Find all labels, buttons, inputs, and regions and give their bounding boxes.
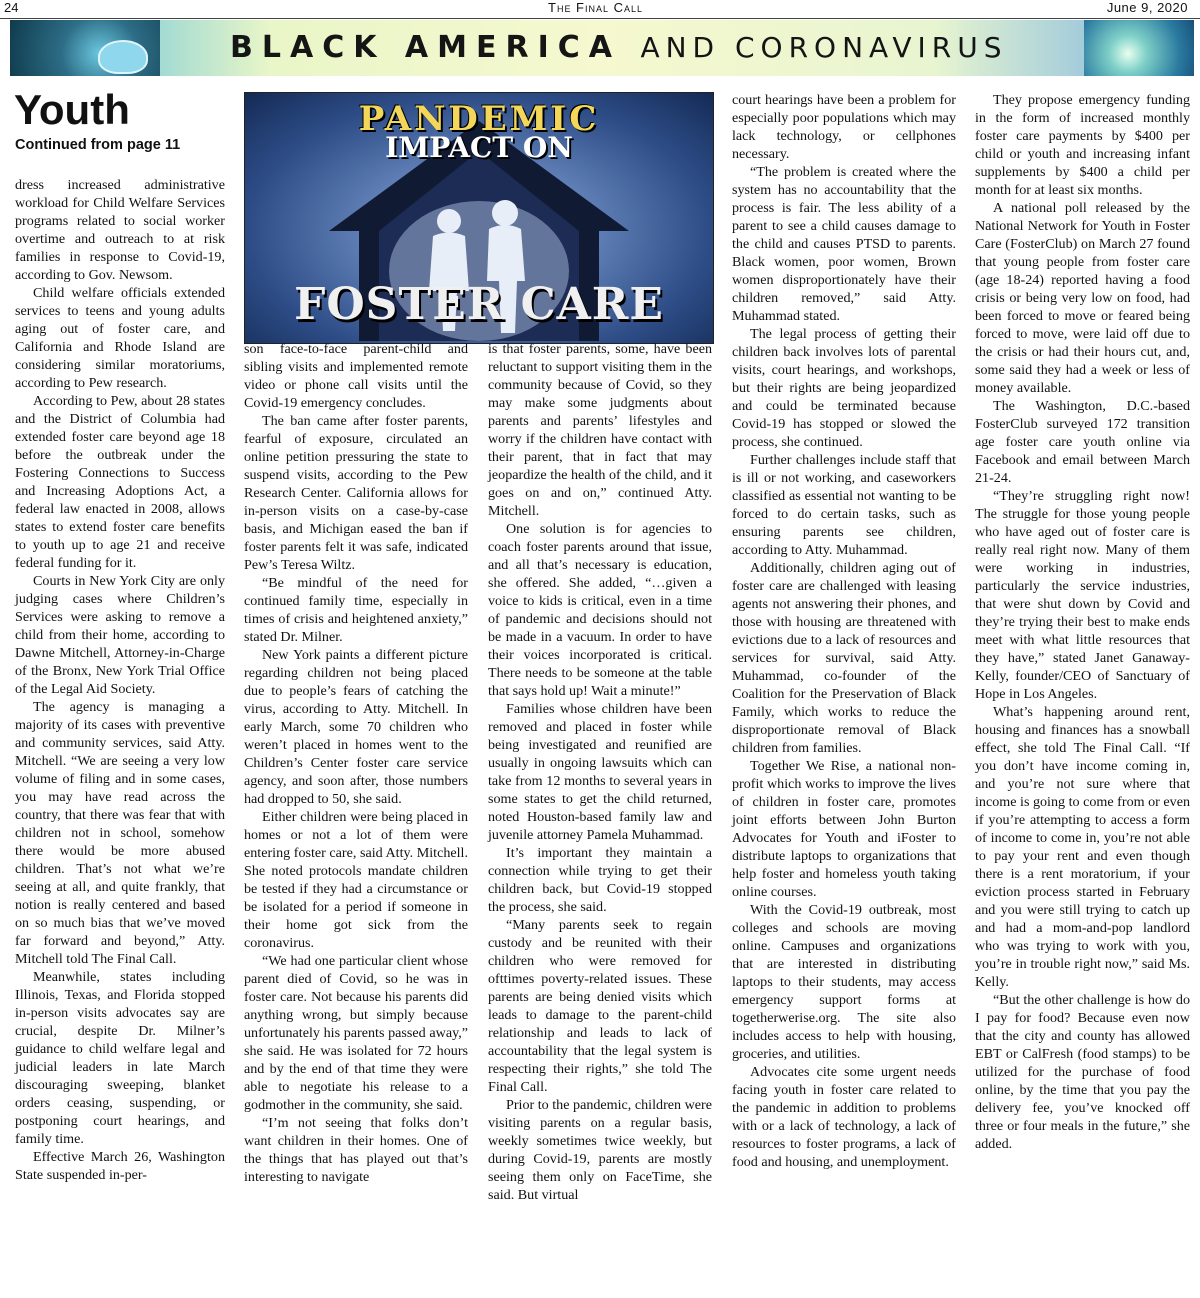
paragraph: They propose emergency funding in the form of increased monthly foster care payments by $400 per child or youth and increasing infant supplements by $400 a child per month for at least six months.: [975, 92, 1190, 198]
paragraph: The agency is managing a majority of its cases with preventive and community services, said Atty. Mitchell. “We are seeing a very low volume of filing and in some cases, you may have read across the country, that there was fear that with children not in school, somehow there would be more abused children. That’s not what we’re seeing at all, and quite frankly, that notion is really centered and based on so much bias that we’ve moved far forward and beyond,” Atty. Mitchell told The Final Call.: [15, 699, 225, 967]
article-column-5: [975, 91, 1190, 1153]
paragraph: Families whose children have been removed and placed in foster while being investigated and reunified are usually in ongoing lawsuits which can take from 12 months to several years in some states to get the child returned, noted Houston-based family law and juvenile attorney Pamela Muhammad.: [488, 701, 712, 843]
page-number: 24: [4, 0, 19, 15]
paragraph: Effective March 26, Washington State suspended in-per-: [15, 1149, 225, 1183]
paragraph: “We had one particular client whose parent died of Covid, so he was in foster care. Not because his parents did anything wrong, but simply because unfortunately his parents passed away,” she said. He was isolated for 72 hours and by the end of that time they were able to negotiate his release to a godmother in the community, she said.: [244, 953, 468, 1113]
banner-title-light: AND CORONAVIRUS: [640, 31, 1008, 64]
banner-photo-masked-person: [10, 20, 160, 76]
header-rule: [0, 18, 1200, 19]
face-mask-icon: [98, 40, 148, 74]
paragraph: One solution is for agencies to coach foster parents around that issue, and all that’s necessary is education, she offered. She added, “…given a voice to kids is critical, even in a time of pandemic and decisions should not be made in a vacuum. In order to have their voices incorporated is critical. There needs to be someone at the table that says hold up! Wait a minute!”: [488, 521, 712, 699]
paragraph: What’s happening around rent, housing and finances has a snowball effect, she told The Final Call. “If you don’t have income coming in, and you’re not sure where that income is going to come from or even if you’re attempting to access a form of income to come in, you’re not able to pay your rent and even though there is a rent moratorium, if your eviction process started in February and you were still trying to catch up and had a mom-and-pop landlord who was trying to work with you, you’re in trouble right now,” said Ms. Kelly.: [975, 704, 1190, 990]
section-banner: [10, 20, 1194, 76]
paragraph: A national poll released by the National Network for Youth in Foster Care (FosterClub) on March 27 found that young people from foster care (age 18-24) reported having a food crisis or being very low on food, had been forced to move or feared being forced to move, were laid off due to the crisis or had their hours cut, and, some said they had a week or less of money available.: [975, 200, 1190, 396]
banner-photo-virus: [1084, 20, 1194, 76]
paragraph: Either children were being placed in homes or not a lot of them were entering foster care, said Atty. Mitchell. She noted protocols mandate children be tested if they had a circumstance or be isolated for a period if someone in their home got sick from the coronavirus.: [244, 809, 468, 951]
article-column-3: [488, 340, 712, 1204]
paragraph: Meanwhile, states including Illinois, Texas, and Florida stopped in-person visits advocates say are crucial, despite Dr. Milner’s guidance to child welfare legal and judicial leaders in late March discouraging sweeping, blanket orders ceasing, suspending, or postponing court hearings, and family time.: [15, 969, 225, 1147]
paragraph: Together We Rise, a national non-profit which works to improve the lives of children in foster care, promotes joint efforts between John Burton Advocates for Youth and iFoster to distribute laptops to organizations that help foster and homeless youth taking online courses.: [732, 758, 956, 900]
paragraph: “They’re struggling right now! The struggle for those young people who have aged out of foster care is really real right now. Many of them were working in industries, particularly the service industries, that were shut down by Covid and they’re trying their best to make ends meet with what little resources that they have,” stated Janet Ganaway-Kelly, founder/CEO of Sanctuary of Hope in Los Angeles.: [975, 488, 1190, 702]
issue-date: June 9, 2020: [1106, 0, 1188, 15]
paragraph: New York paints a different picture regarding children not being placed due to people’s fears of catching the virus, according to Atty. Mitchell. In early March, some 70 children who weren’t placed in homes went to the Children’s Center foster care service agency, and soon after, those numbers had dropped to 50, she said.: [244, 647, 468, 807]
paragraph: According to Pew, about 28 states and the District of Columbia had extended foster care beyond age 18 before the outbreak under the Fostering Connections to Success and Increasing Adoptions Act, a federal law enacted in 2008, allows states to extend foster care benefits to youth up to age 21 and receive federal funding for it.: [15, 393, 225, 571]
continued-line: Continued from page 11: [15, 137, 181, 153]
paragraph: It’s important they maintain a connection while trying to get their children back, but Covid-19 stopped the process, she said.: [488, 845, 712, 915]
paragraph: The legal process of getting their children back involves lots of parental visits, court hearings, and workshops, but their rights are being jeopardized and could be terminated because Covid-19 has stopped or slowed the process, she continued.: [732, 326, 956, 450]
paragraph: “But the other challenge is how do I pay for food? Because even now that the city and county has allowed EBT or CalFresh (food stamps) to be utilized for the purchase of food online, by the time that you pay the delivery fee, you’ve knocked off three or four meals in the future,” she added.: [975, 992, 1190, 1152]
article-title: Youth: [14, 86, 130, 133]
page-header: [0, 0, 1200, 18]
paragraph: Advocates cite some urgent needs facing youth in foster care related to the pandemic in addition to problems with or a lack of technology, a lack of resources to foster programs, a lack of food and housing, and unemployment.: [732, 1064, 956, 1170]
illustration-title-foster-care: FOSTER CARE: [294, 279, 664, 330]
paragraph: court hearings have been a problem for especially poor populations which may lack technology, or cellphones necessary.: [732, 92, 956, 162]
banner-title-bold: BLACK AMERICA: [230, 30, 621, 65]
paragraph: Additionally, children aging out of foster care are challenged with leasing agents not answering their phones, and those with housing are threatened with evictions due to a lack of resources and services for survival, said Atty. Muhammad, co-founder of the Coalition for the Preservation of Black Family, which works to reduce the disproportionate removal of Black children from families.: [732, 560, 956, 756]
article-column-4: [732, 91, 956, 1171]
article-illustration: [244, 92, 714, 344]
paragraph: “I’m not seeing that folks don’t want children in their homes. One of the things that has played out that’s interesting to navigate: [244, 1115, 468, 1185]
illustration-title-impact: IMPACT ON: [385, 131, 573, 164]
banner-title: [230, 30, 1008, 65]
paragraph: Prior to the pandemic, children were visiting parents on a regular basis, weekly sometimes twice weekly, but during Covid-19, parents are mostly seeing them only on FaceTime, she said. But virtual: [488, 1097, 712, 1203]
illustration-title-pandemic: PANDEMIC: [358, 99, 600, 139]
paragraph: Further challenges include staff that is ill or not working, and caseworkers classified as essential not wanting to be forced to do certain tasks, such as ensuring parents see children, according to Atty. Muhammad.: [732, 452, 956, 558]
paragraph: “The problem is created where the system has no accountability that the process is fair. The less ability of a parent to see a child causes damage to the child and causes PTSD to parents. Black women, poor women, Brown women disproportionately have their children removed,” said Atty. Muhammad stated.: [732, 164, 956, 324]
article-column-1: [15, 176, 225, 1184]
paragraph: is that foster parents, some, have been reluctant to support visiting them in the community because of Covid, so they may make some judgments about parents and parents’ lifestyles and worry if the children have contact with their parent, that in fact that may jeopardize the health of the child, and it goes on and on,” continued Atty. Mitchell.: [488, 341, 712, 519]
paragraph: “Many parents seek to regain custody and be reunited with their children who were removed for ofttimes poverty-related issues. These parents are being denied visits which leads to damage to the parent-child relationship and leads to lack of accountability that the legal system is respecting their rights,” she told The Final Call.: [488, 917, 712, 1095]
article-column-2: [244, 340, 468, 1186]
paragraph: Child welfare officials extended services to teens and young adults aging out of foster care, and California and Rhode Island are considering similar moratoriums, according to Pew research.: [15, 285, 225, 391]
paragraph: Courts in New York City are only judging cases where Children’s Services were asking to remove a child from their home, according to Dawne Mitchell, Attorney-in-Charge of the Bronx, New York Trial Office of the Legal Aid Society.: [15, 573, 225, 697]
paragraph: With the Covid-19 outbreak, most colleges and schools are moving online. Campuses and organizations that are interested in distributing laptops to their students, may access emergency support forms at togetherwerise.org. The site also includes access to help with housing, groceries, and utilities.: [732, 902, 956, 1062]
paragraph: son face-to-face parent-child and sibling visits and implemented remote video or phone call visits until the Covid-19 emergency concludes.: [244, 341, 468, 411]
paragraph: The ban came after foster parents, fearful of exposure, circulated an online petition pressuring the state to suspend visits, according to the Pew Research Center. California allows for in-person visits on a case-by-case basis, and Michigan eased the ban if foster parents felt it was safe, indicated Pew’s Teresa Wiltz.: [244, 413, 468, 573]
paragraph: “Be mindful of the need for continued family time, especially in times of crisis and heightened anxiety,” stated Dr. Milner.: [244, 575, 468, 645]
paragraph: dress increased administrative workload for Child Welfare Services programs related to social worker overtime and outreach to at risk families in response to Covid-19, according to Gov. Newsom.: [15, 177, 225, 283]
publication-name: The Final Call: [548, 0, 644, 15]
paragraph: The Washington, D.C.-based FosterClub surveyed 172 transition age foster care youth online via Facebook and email between March 21-24.: [975, 398, 1190, 486]
